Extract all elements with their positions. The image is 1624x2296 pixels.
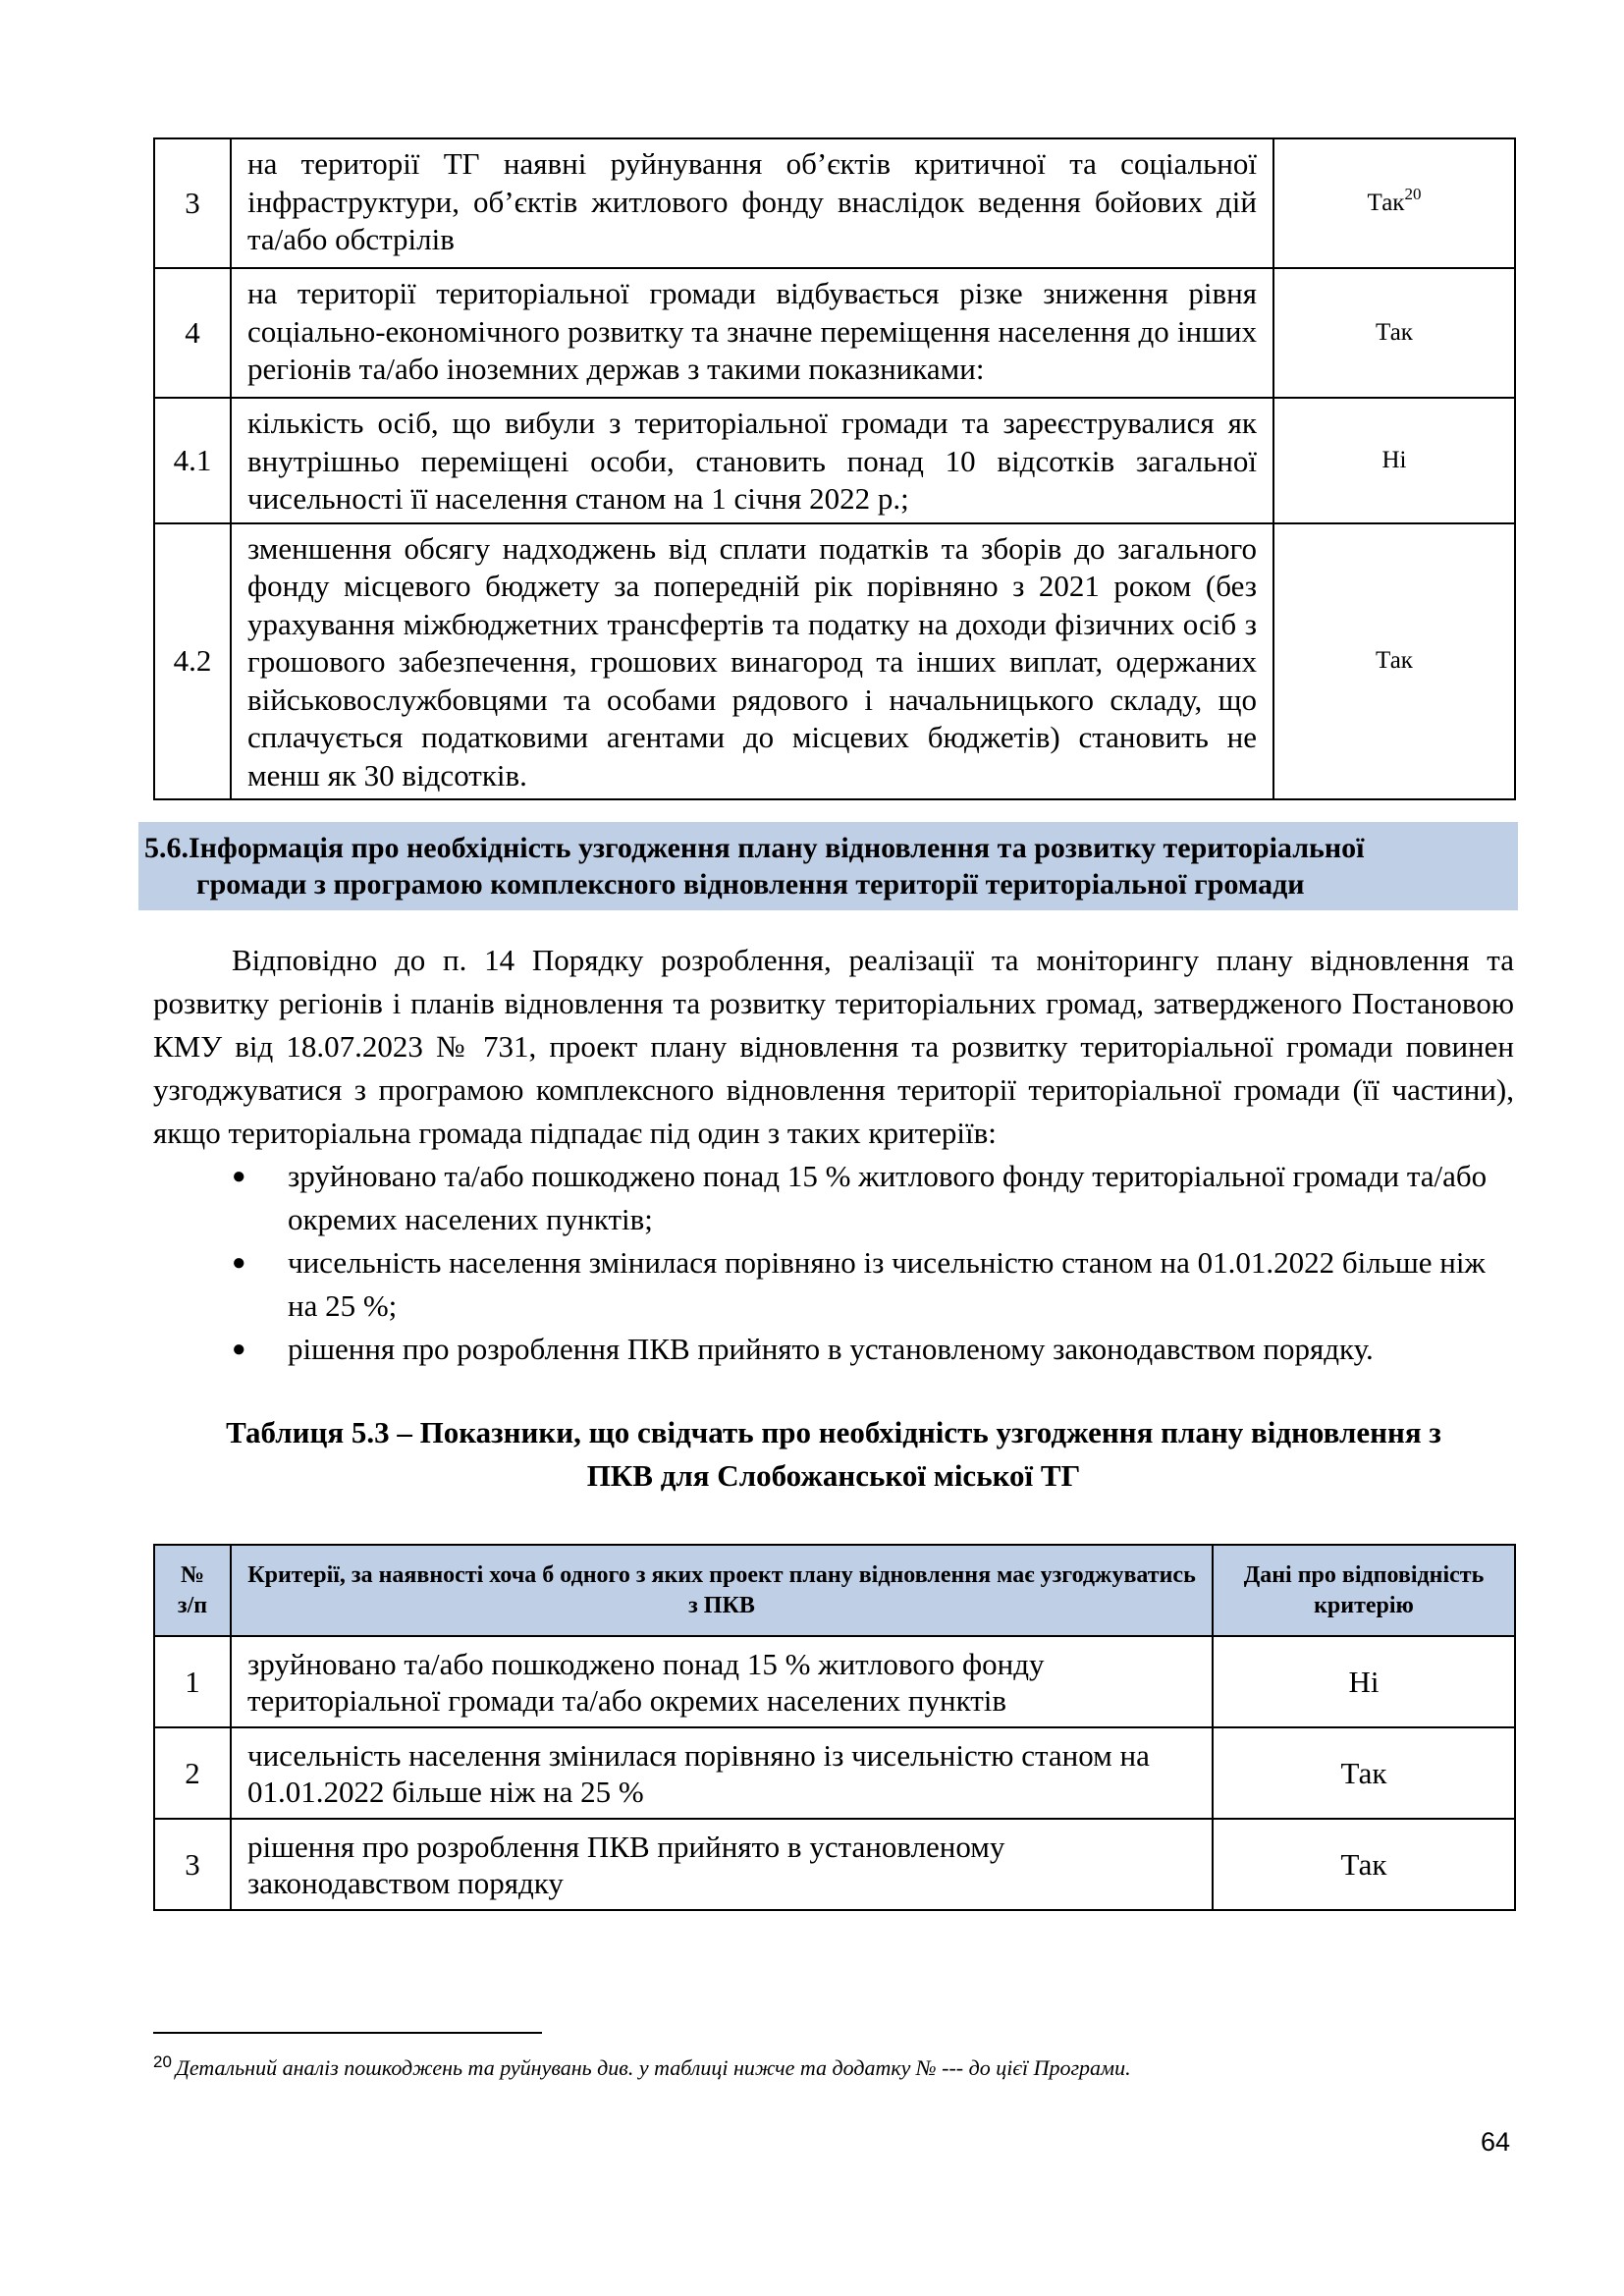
criterion-text: зруйновано та/або пошкоджено понад 15 % житлового фонду територіальної громади та/або окремих населених пунктів (231, 1636, 1213, 1727)
criterion-value: Ні (1273, 398, 1515, 523)
table-caption-line-2: ПКВ для Слобожанської міської ТГ (586, 1458, 1081, 1493)
table-caption-line-1: Таблиця 5.3 – Показники, що свідчать про необхідність узгодження плану відновлення з (226, 1415, 1441, 1449)
footnote (153, 2053, 1514, 2083)
table-header-row (154, 1545, 1515, 1636)
header-compliance: Дані про відповідність критерію (1213, 1545, 1515, 1636)
header-criteria: Критерії, за наявності хоча б одного з яких проект плану відновлення має узгоджуватись з ПКВ (231, 1545, 1213, 1636)
table-row (154, 398, 1515, 523)
row-number: 2 (154, 1727, 231, 1819)
footnote-separator (153, 2032, 542, 2034)
row-number: 4.2 (154, 523, 231, 800)
list-item: ● зруйновано та/або пошкоджено понад 15 % житлового фонду територіальної громади та/або окремих населених пунктів; (153, 1155, 1514, 1241)
table-row (154, 1636, 1515, 1727)
section-heading-line-1: 5.6.Інформація про необхідність узгодження плану відновлення та розвитку територіальної (144, 832, 1365, 864)
criterion-text: на території ТГ наявні руйнування об’єктів критичної та соціальної інфраструктури, об’єктів житлового фонду внаслідок ведення бойових дій та/або обстрілів (231, 138, 1273, 268)
bullet-icon: ● (232, 1337, 246, 1362)
criterion-value: Так (1213, 1819, 1515, 1910)
body-paragraph: Відповідно до п. 14 Порядку розроблення, реалізації та моніторингу плану відновлення та розвитку регіонів і планів відновлення та розвитку територіальних громад, затвердженого Постановою КМУ від 18.07.2023 № 731, проект плану відновлення та розвитку територіальної громади повинен узгоджуватися з програмою комплексного відновлення території територіальної громади (її частини), якщо територіальна громада підпадає під один з таких критеріїв: (153, 943, 1514, 1150)
criterion-text: кількість осіб, що вибули з територіальної громади та зареєструвалися як внутрішньо переміщені особи, становить понад 10 відсотків загальної чисельності її населення станом на 1 січня 2022 р.; (231, 398, 1273, 523)
criteria-table-continued (153, 137, 1516, 800)
table-row (154, 1819, 1515, 1910)
row-number: 4.1 (154, 398, 231, 523)
list-item: ● чисельність населення змінилася порівняно із чисельністю станом на 01.01.2022 більше ніж на 25 %; (153, 1241, 1514, 1328)
criterion-text: зменшення обсягу надходжень від сплати податків та зборів до загального фонду місцевого бюджету за попередній рік порівняно з 2021 роком (без урахування міжбюджетних трансфертів та податку на доходи фізичних осіб з грошового забезпечення, грошових винагород та інших виплат, одержаних військовослужбовцями та особами рядового і начальницького складу, що сплачується податковими агентами до місцевих бюджетів) становить не менш як 30 відсотків. (231, 523, 1273, 800)
criteria-bullet-list (153, 1155, 1514, 1371)
footnote-number: 20 (153, 2052, 172, 2071)
page-number: 64 (1481, 2127, 1511, 2157)
table-row (154, 138, 1515, 268)
criterion-value: Ні (1213, 1636, 1515, 1727)
criterion-value: Так (1273, 523, 1515, 800)
criterion-text: на території територіальної громади відбувається різке зниження рівня соціально-економічного розвитку та значне переміщення населення до інших регіонів та/або іноземних держав з такими показниками: (231, 268, 1273, 398)
table-row (154, 268, 1515, 398)
criterion-text: рішення про розроблення ПКВ прийнято в установленому законодавством порядку (231, 1819, 1213, 1910)
table-row (154, 1727, 1515, 1819)
criterion-value: Так$^{20}$ (1273, 138, 1515, 268)
header-number: № з/п (154, 1545, 231, 1636)
section-heading-line-2: громади з програмою комплексного відновлення території територіальної громади (196, 868, 1305, 901)
row-number: 4 (154, 268, 231, 398)
list-item: ● рішення про розроблення ПКВ прийнято в установленому законодавством порядку. (153, 1328, 1514, 1371)
footnote-text: Детальний аналіз пошкоджень та руйнувань див. у таблиці нижче та додатку № --- до цієї Програми. (175, 2055, 1131, 2080)
section-heading (138, 822, 1518, 910)
criterion-value: Так (1273, 268, 1515, 398)
criterion-text: чисельність населення змінилася порівняно із чисельністю станом на 01.01.2022 більше ніж на 25 % (231, 1727, 1213, 1819)
table-caption (153, 1411, 1514, 1498)
row-number: 3 (154, 138, 231, 268)
criterion-value: Так (1213, 1727, 1515, 1819)
footnote-ref[interactable]: 20 (1404, 184, 1422, 203)
row-number: 3 (154, 1819, 231, 1910)
bullet-icon: ● (232, 1250, 246, 1276)
row-number: 1 (154, 1636, 231, 1727)
bullet-icon: ● (232, 1164, 246, 1189)
table-5-3 (153, 1544, 1516, 1911)
table-row (154, 523, 1515, 800)
